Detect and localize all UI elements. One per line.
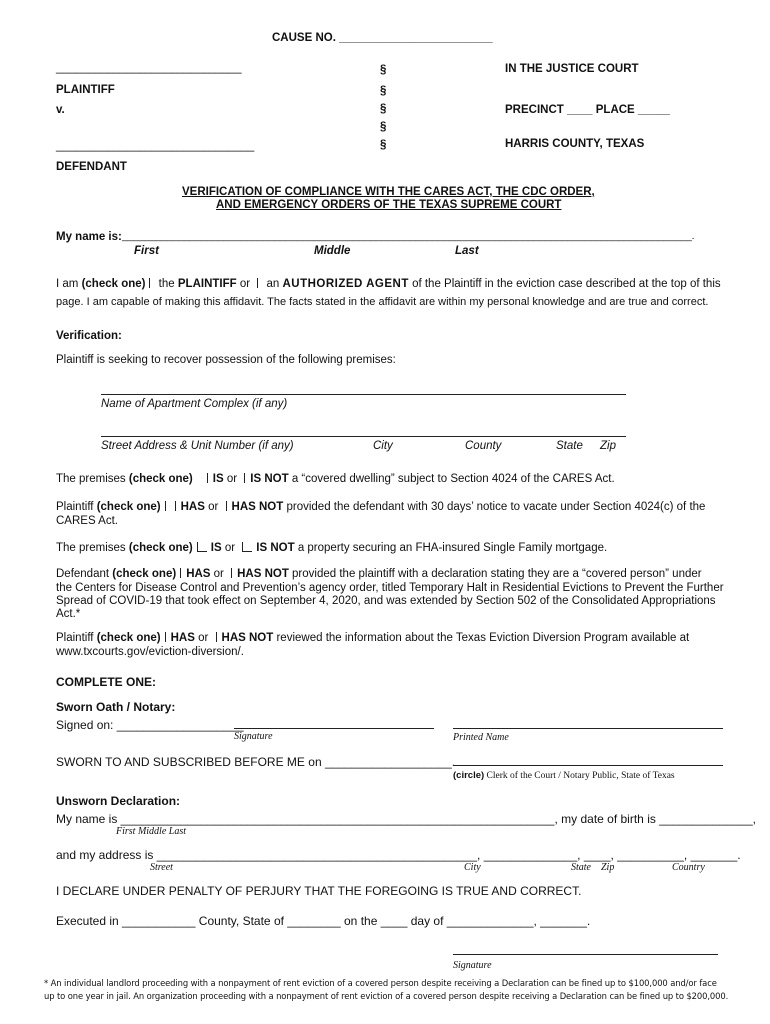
has-not-checkbox[interactable] (216, 632, 218, 642)
declaration-line-2: the Centers for Disease Control and Prevention’s agency order, titled Temporary Halt in Residential Evictions to Prevent the Further (56, 582, 724, 594)
diversion-link[interactable]: www.txcourts.gov/eviction-diversion/. (56, 646, 244, 658)
street-caption: Street (150, 862, 173, 873)
state-caption: State (556, 440, 583, 452)
clerk-signature-line[interactable] (453, 765, 723, 766)
has-not-checkbox[interactable] (226, 501, 228, 511)
precinct-place[interactable]: PRECINCT ____ PLACE _____ (505, 104, 670, 116)
declaration-line: Defendant (check one) HAS or HAS NOT provided the plaintiff with a declaration stating they are a “covered person” under (56, 568, 702, 580)
is-not-checkbox[interactable] (242, 542, 252, 552)
country-caption: Country (672, 862, 705, 873)
section-symbol: § (380, 64, 387, 76)
form-title-line1: VERIFICATION OF COMPLIANCE WITH THE CARES ACT, THE CDC ORDER, (182, 186, 595, 198)
state-caption: State (571, 862, 591, 873)
unsworn-address-line[interactable]: and my address is ________________________________________________, ______________, ____, __________, _______. (56, 848, 741, 862)
covered-dwelling-line: The premises (check one) IS or IS NOT a “covered dwelling” subject to Section 4024 of the CARES Act. (56, 473, 615, 485)
signature-caption: Signature (234, 731, 273, 742)
apartment-field[interactable] (101, 394, 626, 395)
name-label: My name is: (56, 231, 122, 243)
has-checkbox[interactable] (175, 501, 177, 511)
verification-heading: Verification: (56, 330, 122, 342)
versus-label: v. (56, 104, 65, 116)
footnote-line2: up to one year in jail. An organization proceeding with a nonpayment of rent eviction of a covered person despite receiving a Declaration can be fined up to $200,000. (44, 991, 729, 1001)
declaration-line-4: Act.* (56, 608, 81, 620)
printed-name-caption: Printed Name (453, 732, 509, 743)
notice-line: Plaintiff (check one) HAS or HAS NOT provided the defendant with 30 days’ notice to vacate under Section 4024(c) of the (56, 501, 706, 513)
sworn-heading: Sworn Oath / Notary: (56, 700, 176, 714)
agent-checkbox[interactable] (257, 278, 259, 288)
is-checkbox[interactable] (197, 542, 207, 552)
is-not-checkbox[interactable] (244, 473, 246, 483)
court-name: IN THE JUSTICE COURT (505, 63, 639, 75)
address-field[interactable] (101, 436, 626, 437)
perjury-declaration: I DECLARE UNDER PENALTY OF PERJURY THAT THE FOREGOING IS TRUE AND CORRECT. (56, 884, 582, 898)
plaintiff-blank[interactable]: _____________________________ (56, 62, 242, 74)
declaration-line-3: Spread of COVID-19 that took effect on September 4, 2020, and was extended by Section 502 of the Consolidated Appropriations (56, 595, 716, 607)
signed-on-field[interactable]: Signed on: ___________________ (56, 718, 244, 732)
has-checkbox[interactable] (180, 568, 182, 578)
clerk-caption: (circle) Clerk of the Court / Notary Public, State of Texas (453, 770, 675, 781)
footnote-line1: * An individual landlord proceeding with a nonpayment of rent eviction of a covered person despite receiving a Declaration can be fined up to $100,000 and/or face (44, 978, 717, 988)
unsworn-name-line[interactable]: My name is _________________________________________________________________, my date of birth is ______________, (56, 812, 756, 826)
defendant-label: DEFENDANT (56, 161, 127, 173)
plaintiff-checkbox[interactable] (149, 278, 151, 288)
apartment-caption: Name of Apartment Complex (if any) (101, 398, 288, 410)
role-line: I am (check one) the PLAINTIFF or an AUTHORIZED AGENT of the Plaintiff in the eviction case described at the top of this (56, 278, 721, 290)
first-name-caption: First (134, 245, 159, 257)
signature-line[interactable] (234, 728, 434, 729)
executed-line[interactable]: Executed in ___________ County, State of ________ on the ____ day of _____________, _______. (56, 914, 591, 928)
section-symbol: § (380, 121, 387, 133)
unsworn-signature-line[interactable] (453, 954, 718, 955)
cause-number: CAUSE NO. ________________________ (272, 32, 493, 44)
fha-line: The premises (check one) IS or IS NOT a property securing an FHA-insured Single Family mortgage. (56, 542, 608, 554)
zip-caption: Zip (600, 440, 616, 452)
name-field[interactable]: _____________________________________________________________________________________________________. (122, 230, 695, 242)
county-label: HARRIS COUNTY, TEXAS (505, 138, 645, 150)
complete-one-heading: COMPLETE ONE: (56, 675, 157, 689)
unsworn-heading: Unsworn Declaration: (56, 794, 181, 808)
role-line-2: page. I am capable of making this affidavit. The facts stated in the affidavit are within my personal knowledge and are true and correct. (56, 296, 709, 308)
has-not-checkbox[interactable] (231, 568, 233, 578)
plaintiff-label: PLAINTIFF (56, 84, 115, 96)
middle-name-caption: Middle (314, 245, 351, 257)
zip-caption: Zip (601, 862, 615, 873)
is-checkbox[interactable] (207, 473, 209, 483)
county-caption: County (465, 440, 502, 452)
printed-name-line[interactable] (453, 728, 723, 729)
sworn-subscribed-text[interactable]: SWORN TO AND SUBSCRIBED BEFORE ME on ___________________. (56, 755, 456, 769)
section-symbol: § (380, 85, 387, 97)
has-checkbox[interactable] (165, 501, 167, 511)
form-title-line2: AND EMERGENCY ORDERS OF THE TEXAS SUPREME COURT (216, 199, 562, 211)
city-caption: City (464, 862, 481, 873)
address-caption: Street Address & Unit Number (if any) (101, 440, 294, 452)
last-name-caption: Last (455, 245, 479, 257)
notice-line-2: CARES Act. (56, 515, 118, 527)
section-symbol: § (380, 103, 387, 115)
verification-intro: Plaintiff is seeking to recover possession of the following premises: (56, 354, 396, 366)
has-checkbox[interactable] (165, 632, 167, 642)
diversion-line: Plaintiff (check one) HAS or HAS NOT reviewed the information about the Texas Eviction Diversion Program available at (56, 632, 690, 644)
defendant-blank[interactable]: _______________________________ (56, 140, 255, 152)
section-symbol: § (380, 139, 387, 151)
unsworn-signature-caption: Signature (453, 960, 492, 971)
city-caption: City (373, 440, 393, 452)
first-middle-last-caption: First Middle Last (116, 826, 187, 837)
